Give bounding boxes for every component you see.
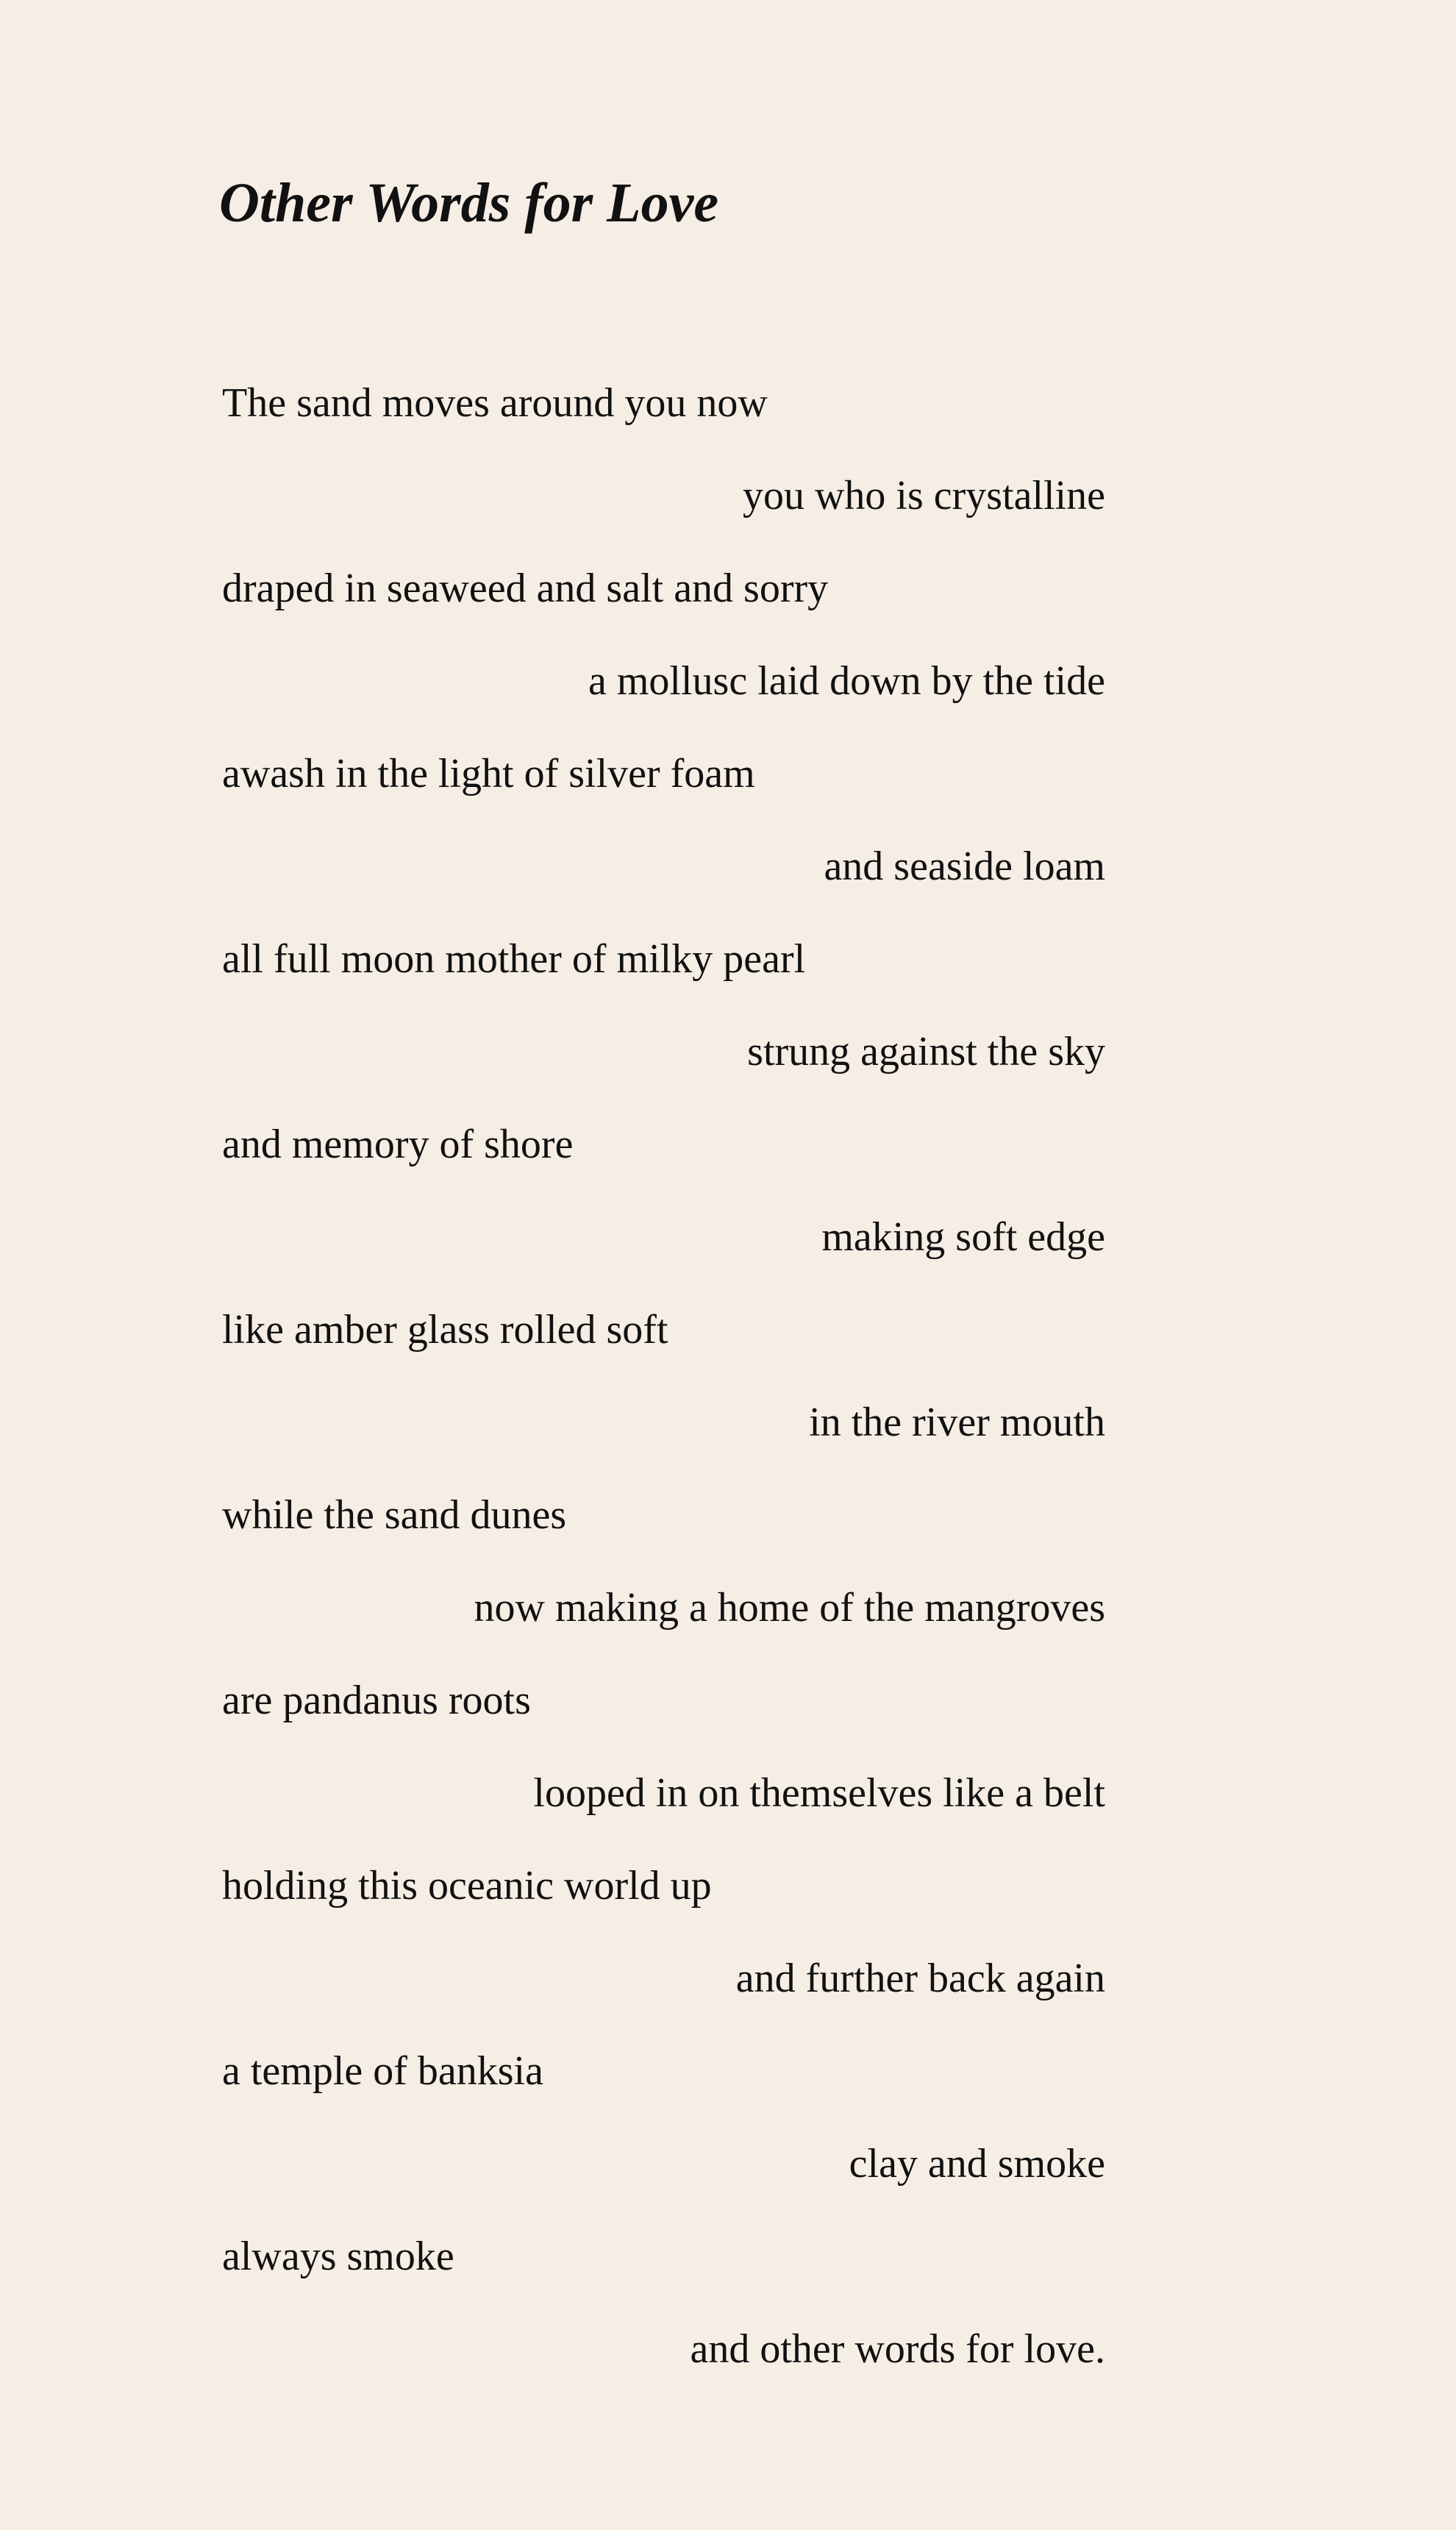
poem-line: like amber glass rolled soft [222, 1307, 668, 1353]
poem-line: The sand moves around you now [222, 380, 768, 426]
poem-line: making soft edge [821, 1214, 1105, 1260]
poem-line: looped in on themselves like a belt [533, 1770, 1105, 1816]
poem-line: now making a home of the mangroves [474, 1585, 1105, 1631]
poem-line: a mollusc laid down by the tide [588, 658, 1105, 704]
poem-line: and seaside loam [824, 844, 1105, 889]
poem-line: and other words for love. [690, 2326, 1105, 2372]
poem-line: a temple of banksia [222, 2048, 543, 2094]
poem-line: you who is crystalline [742, 473, 1105, 519]
poem-line: are pandanus roots [222, 1678, 531, 1723]
poem-line: and further back again [735, 1956, 1105, 2001]
poem-line: and memory of shore [222, 1122, 574, 1167]
poem-line: always smoke [222, 2234, 454, 2279]
poem-line: in the river mouth [809, 1400, 1105, 1445]
poem-line: while the sand dunes [222, 1492, 567, 1538]
poem-line: strung against the sky [747, 1029, 1105, 1075]
poem-line: clay and smoke [849, 2141, 1105, 2187]
poem-title: Other Words for Love [219, 172, 719, 234]
poem-line: awash in the light of silver foam [222, 751, 755, 797]
poem-line: all full moon mother of milky pearl [222, 936, 806, 982]
poem-line: draped in seaweed and salt and sorry [222, 566, 829, 611]
poem-lines [222, 377, 1105, 2415]
poem-line: holding this oceanic world up [222, 1863, 712, 1909]
